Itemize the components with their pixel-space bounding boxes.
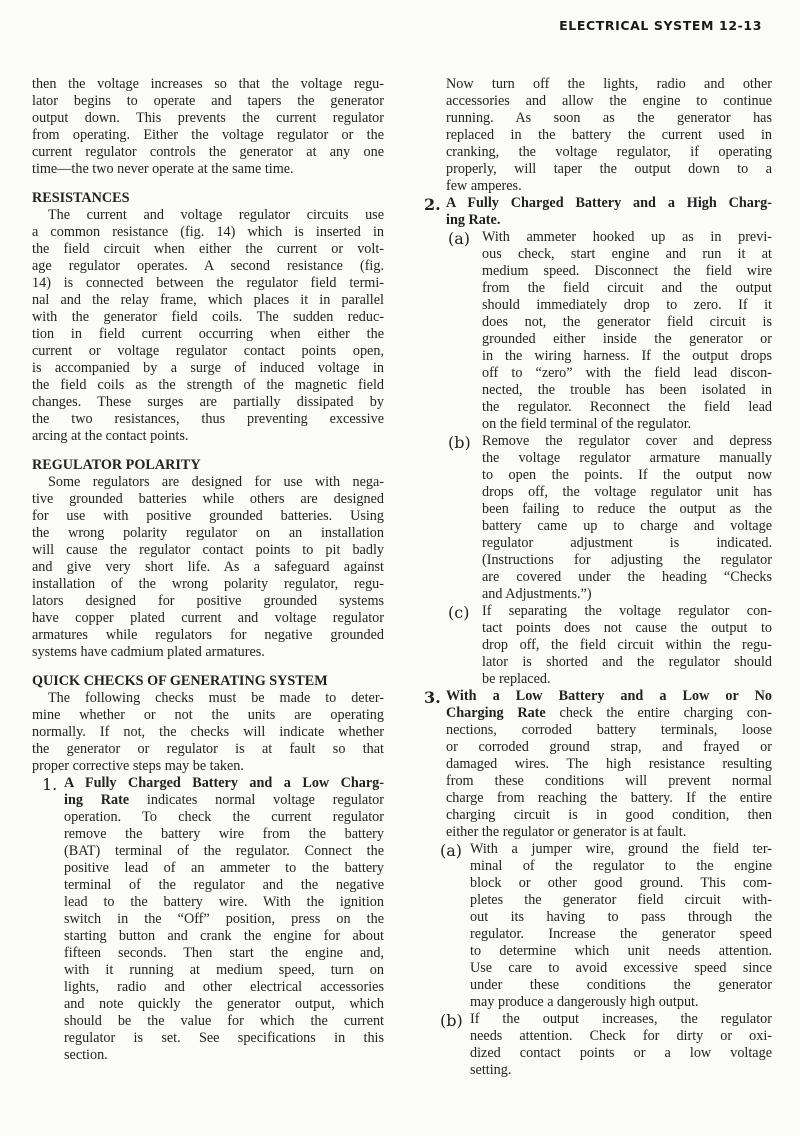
text-line: starting button and crank the engine for about — [64, 928, 384, 944]
text-line: installation of the wrong polarity regulator, regu- — [32, 576, 384, 592]
text-line: Now turn off the lights, radio and other — [446, 76, 772, 92]
sub-item-label: (b) — [440, 1011, 463, 1030]
text-line: Remove the regulator cover and depress — [482, 433, 772, 449]
text-line: tact points does not cause the output to — [482, 620, 772, 636]
sub-item-3a — [440, 841, 772, 1011]
text-line: If the output increases, the regulator — [470, 1011, 772, 1027]
text-line: lead to the battery wire. With the ignition — [64, 894, 384, 910]
text-line: medium speed. Disconnect the field wire — [482, 263, 772, 279]
text-line: terminal of the regulator and the negative — [64, 877, 384, 893]
text-line: the generator or regulator is at fault so that — [32, 741, 384, 757]
text-line: Use care to avoid excessive speed since — [470, 960, 772, 976]
text-line: charge from reaching the battery. If the entire — [446, 790, 772, 806]
text-line: and give very short life. As a safeguard against — [32, 559, 384, 575]
text-line: with it running at medium speed, turn on — [64, 962, 384, 978]
text-line: under these conditions the generator — [470, 977, 772, 993]
section-heading-regulator-polarity: REGULATOR POLARITY — [32, 457, 201, 473]
text-line: battery came up to charge and voltage — [482, 518, 772, 534]
sub-item-label: (a) — [440, 841, 463, 860]
sub-item-label: (b) — [448, 433, 471, 452]
text-line: section. — [64, 1047, 108, 1063]
text-line: nal and the relay frame, which places it in parallel — [32, 292, 384, 308]
item-1-continuation — [446, 76, 772, 195]
text-line: nections, corroded battery terminals, loose — [446, 722, 772, 738]
sub-item-text — [482, 603, 772, 688]
list-number: 3. — [424, 688, 441, 707]
text-line: normally. If not, the checks will indicate whether — [32, 724, 384, 740]
text-line: in the wiring harness. If the output drops — [482, 348, 772, 364]
text-line: may produce a dangerously high output. — [470, 994, 699, 1010]
text-line: operation. To check the current regulator — [64, 809, 384, 825]
text-line: and Adjustments.”) — [482, 586, 592, 602]
text-line: the voltage regulator armature manually — [482, 450, 772, 466]
text-line: 14) is connected between the regulator field termi- — [32, 275, 384, 291]
text-line: proper corrective steps may be taken. — [32, 758, 244, 774]
sub-item-2c — [448, 603, 772, 688]
text-line: the wrong polarity regulator on an installation — [32, 525, 384, 541]
text-line: regulator is set. See specifications in this — [64, 1030, 384, 1046]
sub-item-text — [470, 841, 772, 1011]
text-line: The current and voltage regulator circuits use — [48, 207, 384, 223]
text-line: the regulator. Reconnect the field lead — [482, 399, 772, 415]
text-line: the two resistances, thus preventing excessive — [32, 411, 384, 427]
text-line: (Instructions for adjusting the regulator — [482, 552, 772, 568]
text-line: with the generator field coils. The sudden reduc- — [32, 309, 384, 325]
text-line: ous check, start engine and run it at — [482, 246, 772, 262]
text-line: The following checks must be made to deter- — [48, 690, 384, 706]
text-line: either the regulator or generator is at fault. — [446, 824, 687, 840]
text-line: off to “zero” with the field lead discon- — [482, 365, 772, 381]
item-title: A Fully Charged Battery and a Low Charg- — [64, 775, 384, 791]
text-line: arcing at the contact points. — [32, 428, 189, 444]
text-line: Some regulators are designed for use with nega- — [48, 474, 384, 490]
text-line: remove the battery wire from the battery — [64, 826, 384, 842]
sub-item-2a — [448, 229, 772, 433]
text-line: to open the points. If the output now — [482, 467, 772, 483]
text-line: lator begins to operate and tapers the generator — [32, 93, 384, 109]
text-line: fifteen seconds. Then start the engine and, — [64, 945, 384, 961]
text-line: does not, the generator field circuit is — [482, 314, 772, 330]
text-line: and note quickly the generator output, which — [64, 996, 384, 1012]
list-item-2 — [424, 195, 772, 688]
text-line: is accompanied by a surge of induced voltage in — [32, 360, 384, 376]
text-line: are covered under the heading “Checks — [482, 569, 772, 585]
list-item-3 — [424, 688, 772, 1079]
text-line: or corroded ground strap, and frayed or — [446, 739, 772, 755]
text-line: drop off, the field circuit within the regu- — [482, 637, 772, 653]
list-item-1 — [42, 775, 384, 1064]
running-head: ELECTRICAL SYSTEM 12-13 — [559, 18, 762, 33]
polarity-paragraph — [32, 474, 384, 661]
text-line: mine whether or not the units are operating — [32, 707, 384, 723]
item-text: indicates normal voltage regulator — [129, 792, 384, 808]
text-line: needs attention. Check for dirty or oxi- — [470, 1028, 772, 1044]
text-line: for use with positive grounded batteries. Using — [32, 508, 384, 524]
text-line: charging circuit is in good condition, then — [446, 807, 772, 823]
text-line: systems have cadmium plated armatures. — [32, 644, 265, 660]
left-column — [32, 76, 384, 1064]
text-line: current regulator controls the generator at any one — [32, 144, 384, 160]
text-line: changes. These surges are partially dissipated by — [32, 394, 384, 410]
item-text: check the entire charging con- — [545, 705, 772, 721]
section-heading-quick-checks: QUICK CHECKS OF GENERATING SYSTEM — [32, 673, 328, 689]
text-line: switch in the “Off” position, press on the — [64, 911, 384, 927]
right-column — [424, 76, 772, 1079]
text-line: properly, will taper the output down to a — [446, 161, 772, 177]
text-line: from these conditions will prevent normal — [446, 773, 772, 789]
text-line: the field circuit when either the current or volt- — [32, 241, 384, 257]
text-line: be replaced. — [482, 671, 551, 687]
text-line: lator is shorted and the regulator should — [482, 654, 772, 670]
text-line: age regulator operates. A second resistance (fig. — [32, 258, 384, 274]
text-line: running. As soon as the generator has — [446, 110, 772, 126]
text-line: setting. — [470, 1062, 512, 1078]
text-line: have copper plated current and voltage regulator — [32, 610, 384, 626]
text-line: positive lead of an ammeter to the battery — [64, 860, 384, 876]
quick-checks-paragraph — [32, 690, 384, 775]
text-line: block or other good ground. This com- — [470, 875, 772, 891]
text-line: tive grounded batteries while others are designed — [32, 491, 384, 507]
text-line: nected, the trouble has been isolated in — [482, 382, 772, 398]
text-line: With a jumper wire, ground the field ter- — [470, 841, 772, 857]
sub-item-text — [482, 229, 772, 433]
text-line: current or voltage regulator contact points open, — [32, 343, 384, 359]
text-line: regulator adjustment is indicated. — [482, 535, 772, 551]
text-line: should be the value for which the current — [64, 1013, 384, 1029]
resistances-paragraph — [32, 207, 384, 445]
text-line: a common resistance (fig. 14) which is inserted in — [32, 224, 384, 240]
sub-item-2b — [448, 433, 772, 603]
text-line: dized contact points or a low voltage — [470, 1045, 772, 1061]
text-line: With ammeter hooked up as in previ- — [482, 229, 772, 245]
text-line: will cause the regulator contact points to pit badly — [32, 542, 384, 558]
text-line: (BAT) terminal of the regulator. Connect the — [64, 843, 384, 859]
text-line: few amperes. — [446, 178, 522, 194]
sub-item-label: (c) — [448, 603, 470, 622]
text-line: accessories and allow the engine to continue — [446, 93, 772, 109]
item-title: A Fully Charged Battery and a High Charg- — [446, 195, 772, 211]
text-line: If separating the voltage regulator con- — [482, 603, 772, 619]
text-line: cranking, the voltage regulator, if operating — [446, 144, 772, 160]
text-line: drops off, the voltage regulator unit has — [482, 484, 772, 500]
text-line: minal of the regulator to the engine — [470, 858, 772, 874]
sub-item-label: (a) — [448, 229, 471, 248]
sub-item-text — [482, 433, 772, 603]
text-line: damaged wires. The high resistance resulting — [446, 756, 772, 772]
sub-item-3b — [440, 1011, 772, 1079]
text-line: pletes the generator field circuit with- — [470, 892, 772, 908]
text-line: replaced in the battery the current used in — [446, 127, 772, 143]
text-line: tion in field current occurring when either the — [32, 326, 384, 342]
text-line: to determine which unit needs attention. — [470, 943, 772, 959]
text-line: from operating. Either the voltage regulator or the — [32, 127, 384, 143]
text-line: been failing to reduce the output as the — [482, 501, 772, 517]
list-number: 1. — [42, 775, 58, 794]
item-title: ing Rate. — [446, 212, 501, 228]
intro-paragraph — [32, 76, 384, 178]
text-line: then the voltage increases so that the voltage regu- — [32, 76, 384, 92]
text-line: from the field circuit and the output — [482, 280, 772, 296]
item-body — [64, 809, 384, 1064]
text-line: should immediately drop to zero. If it — [482, 297, 772, 313]
text-line: time—the two never operate at the same time. — [32, 161, 294, 177]
item-title: Charging Rate — [446, 705, 546, 721]
text-line: on the field terminal of the regulator. — [482, 416, 692, 432]
item-body — [446, 722, 772, 841]
text-line: lators designed for positive grounded systems — [32, 593, 384, 609]
text-line: lights, radio and other electrical accessories — [64, 979, 384, 995]
text-line: out its having to pass through the — [470, 909, 772, 925]
text-line: the field coils as the strength of the magnetic field — [32, 377, 384, 393]
sub-item-text — [470, 1011, 772, 1079]
text-line: output down. This prevents the current regulator — [32, 110, 384, 126]
section-heading-resistances: RESISTANCES — [32, 190, 130, 206]
list-number: 2. — [424, 195, 441, 214]
item-title: ing Rate — [64, 792, 130, 808]
text-line: regulator. Increase the generator speed — [470, 926, 772, 942]
text-line: grounded either inside the generator or — [482, 331, 772, 347]
item-title: With a Low Battery and a Low or No — [446, 688, 772, 704]
text-line: armatures while regulators for negative grounded — [32, 627, 384, 643]
